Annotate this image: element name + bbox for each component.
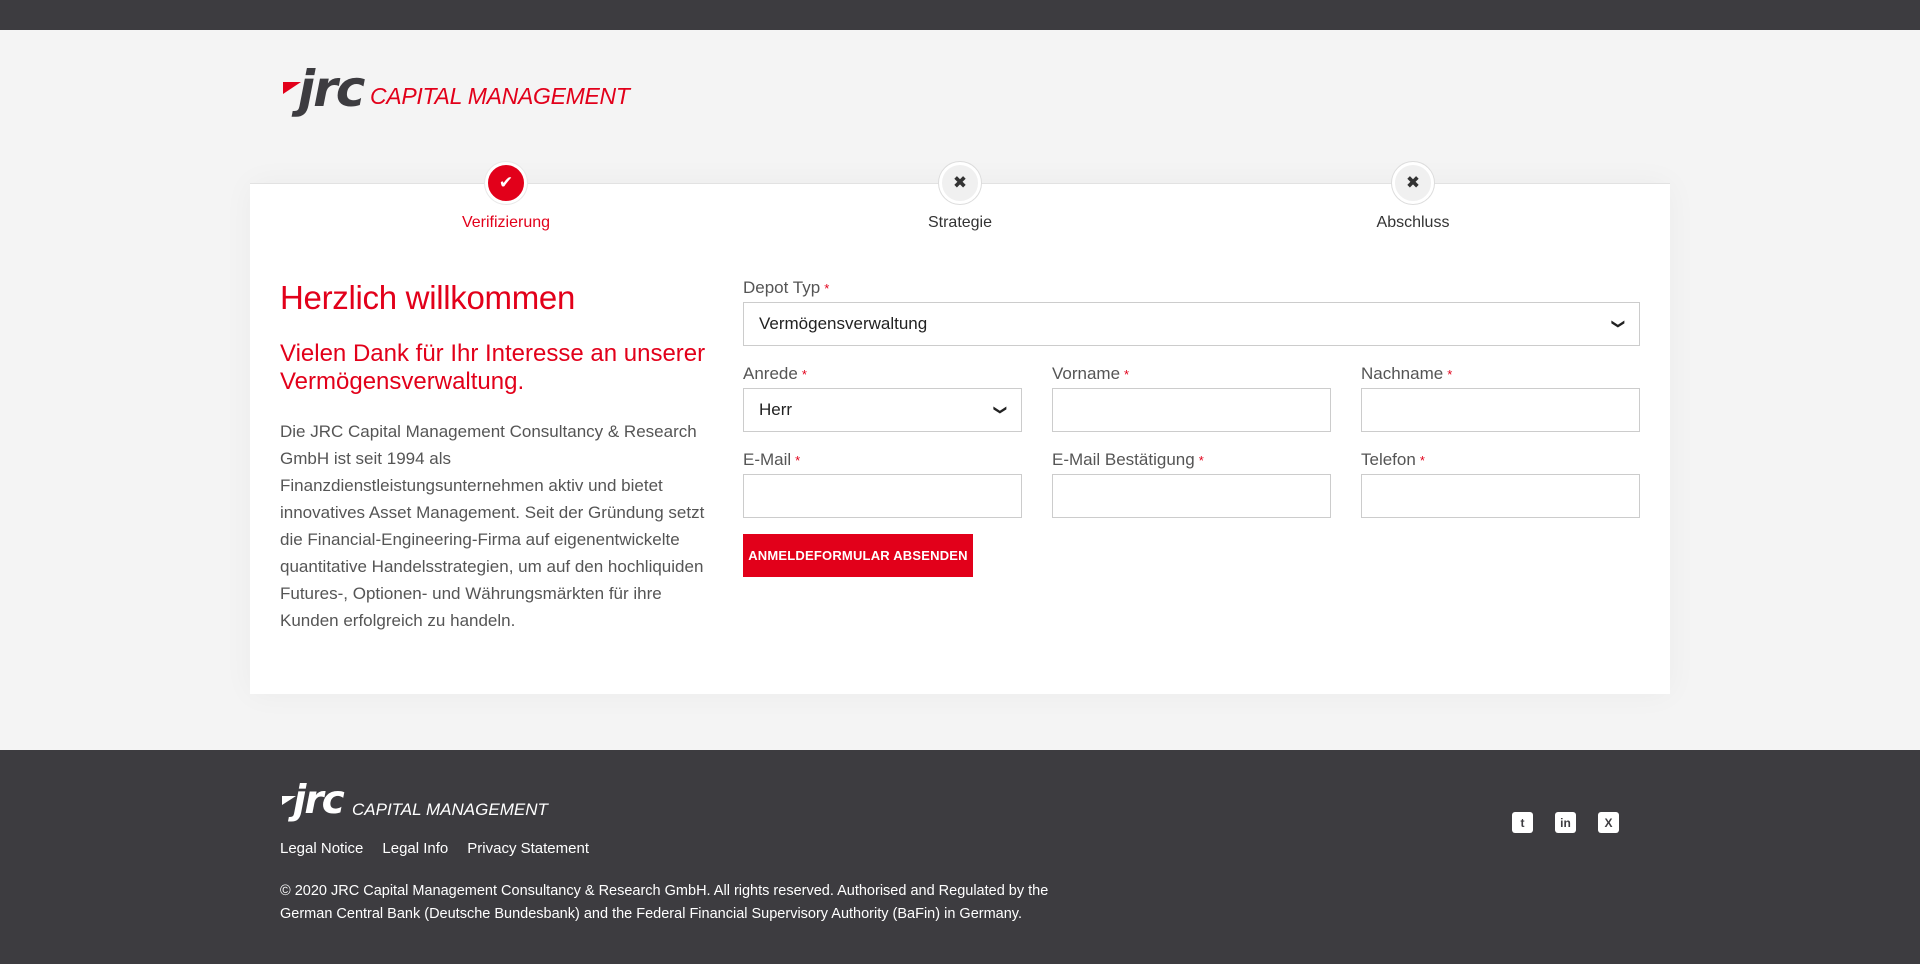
intro-section — [280, 279, 710, 634]
chevron-down-icon: ❯ — [993, 404, 1009, 416]
footer-links — [280, 840, 589, 857]
step-abschluss — [1313, 162, 1513, 232]
registration-form — [743, 278, 1640, 577]
close-icon: ✖ — [939, 162, 981, 204]
email-confirm-input[interactable] — [1052, 474, 1331, 518]
intro-text: Die JRC Capital Management Consultancy & Research GmbH ist seit 1994 als Finanzdienstleistungsunternehmen aktiv und bietet innovatives Asset Management. Seit der Gründung setzt die Financial-Engineering-Firma auf eigenentwickelte quantitative Handelsstrategien, um auf den hochliquiden Futures-, Optionen- und Währungsmärkten für ihre Kunden erfolgreich zu handeln. — [280, 422, 705, 630]
email-confirm-label: E-Mail Bestätigung * — [1052, 450, 1204, 469]
depot-typ-value: Vermögensverwaltung — [759, 314, 928, 333]
email-input[interactable] — [743, 474, 1022, 518]
step-verifizierung — [406, 162, 606, 232]
twitter-icon[interactable]: t — [1512, 812, 1533, 833]
telefon-input[interactable] — [1361, 474, 1640, 518]
registration-card — [250, 173, 1670, 694]
check-icon: ✔ — [485, 162, 527, 204]
logo-mark: jrc — [280, 68, 370, 120]
xing-icon[interactable]: X — [1598, 812, 1619, 833]
vorname-input[interactable] — [1052, 388, 1331, 432]
submit-button[interactable]: ANMELDEFORMULAR ABSENDEN — [743, 534, 973, 577]
footer-logo-text: CAPITAL MANAGEMENT — [352, 800, 548, 819]
footer — [0, 750, 1920, 964]
top-bar — [0, 0, 1920, 30]
chevron-down-icon: ❯ — [1611, 318, 1627, 330]
vorname-label: Vorname * — [1052, 364, 1130, 383]
linkedin-icon[interactable]: in — [1555, 812, 1576, 833]
social-links — [1512, 812, 1619, 833]
step-label: Abschluss — [1376, 214, 1450, 231]
anrede-select[interactable] — [743, 388, 1022, 432]
footer-logo[interactable] — [280, 778, 548, 826]
header-logo[interactable] — [280, 60, 630, 120]
close-icon: ✖ — [1392, 162, 1434, 204]
welcome-subtitle: Vielen Dank für Ihr Interesse an unserer Vermögensverwaltung. — [280, 340, 706, 395]
step-label: Verifizierung — [461, 214, 551, 231]
welcome-title: Herzlich willkommen — [280, 279, 576, 316]
legal-info-link[interactable]: Legal Info — [382, 840, 449, 857]
nachname-label: Nachname * — [1361, 364, 1453, 383]
copyright-text: © 2020 JRC Capital Management Consultancy & Research GmbH. All rights reserved. Authorised and Regulated by the German Central Bank (Deutsche Bundesbank) and the Federal Financial Supervisory Authority (BaFin) in Germany. — [280, 883, 1049, 922]
logo-text: CAPITAL MANAGEMENT — [370, 83, 630, 109]
legal-notice-link[interactable]: Legal Notice — [280, 840, 364, 857]
anrede-value: Herr — [759, 400, 793, 419]
email-label: E-Mail * — [743, 450, 801, 469]
telefon-label: Telefon * — [1361, 450, 1425, 469]
depot-typ-label: Depot Typ * — [743, 278, 830, 297]
privacy-statement-link[interactable]: Privacy Statement — [467, 840, 589, 857]
step-strategie — [860, 162, 1060, 232]
anrede-label: Anrede * — [743, 364, 807, 383]
depot-typ-select[interactable] — [743, 302, 1640, 346]
nachname-input[interactable] — [1361, 388, 1640, 432]
step-label: Strategie — [927, 214, 993, 231]
footer-logo-mark: jrc — [280, 786, 352, 826]
